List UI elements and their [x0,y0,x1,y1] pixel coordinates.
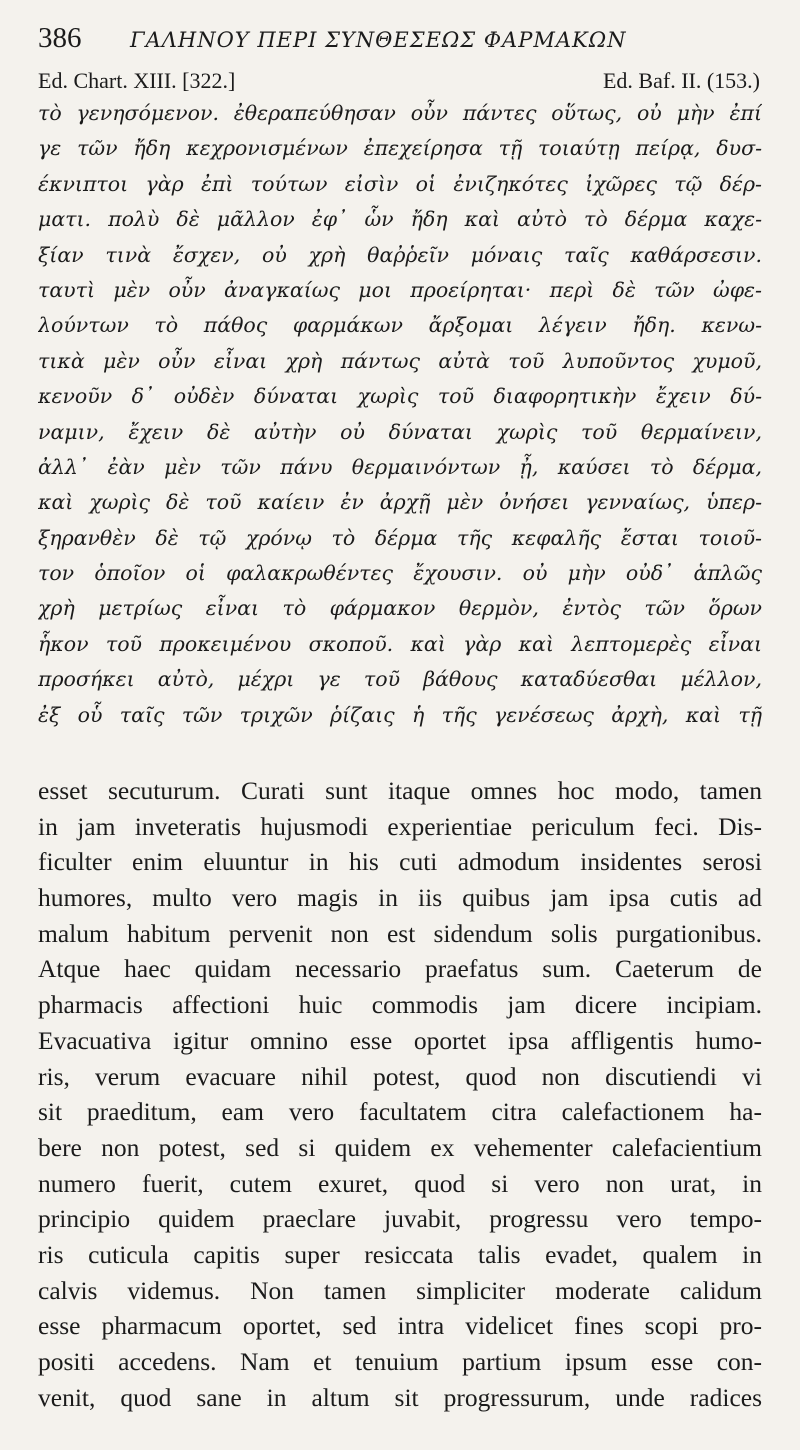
latin-line: humores, multo vero magis in iis quibus jam ipsa cutis ad [38,883,762,913]
latin-line: esset secuturum. Curati sunt itaque omnes hoc modo, tamen [38,776,762,806]
latin-line: calvis videmus. Non tamen simpliciter moderate calidum [38,1275,762,1305]
latin-line: malum habitum pervenit non est sidendum solis purgationibus. [38,918,762,948]
latin-line: Evacuativa igitur omnino esse oportet ipsa affligentis humo- [38,1025,762,1055]
greek-line: τικὰ μὲν οὖν εἶναι χρὴ πάντως αὐτὰ τοῦ λυποῦντος χυμοῦ, [38,348,762,373]
greek-line: ξίαν τινὰ ἔσχεν, οὐ χρὴ θαῤῥεῖν μόναις ταῖς καθάρσεσιν. [38,242,762,267]
greek-line: ναμιν, ἔχειν δὲ αὐτὴν οὐ δύναται χωρὶς τοῦ θερμαίνειν, [38,419,762,444]
greek-line: ἐξ οὗ ταῖς τῶν τριχῶν ῥίζαις ἡ τῆς γενέσεως ἀρχὴ, καὶ τῇ [38,702,762,727]
edition-reference-right: Ed. Baf. II. (153.) [602,68,760,93]
latin-line: sit praeditum, eam vero facultatem citra calefactionem ha- [38,1097,762,1127]
running-head [38,22,762,66]
latin-text-block [38,773,762,1415]
greek-line: λούντων τὸ πάθος φαρμάκων ἄρξομαι λέγειν ἤδη. κενω- [38,313,762,338]
show-through-gap [38,733,762,773]
latin-line: numero fuerit, cutem exuret, quod si vero non urat, in [38,1168,762,1198]
greek-line: κενοῦν δ᾽ οὐδὲν δύναται χωρὶς τοῦ διαφορητικὴν ἔχειν δύ- [38,384,762,409]
edition-reference-left: Ed. Chart. XIII. [322.] [38,68,236,93]
greek-line: προσήκει αὐτὸ, μέχρι γε τοῦ βάθους καταδύεσθαι μέλλον, [38,667,762,692]
edition-reference [38,66,760,96]
latin-line: venit, quod sane in altum sit progressurum, unde radices [38,1382,762,1412]
running-title: ΓΑΛΗΝΟΥ ΠΕΡΙ ΣΥΝΘΕΣΕΩΣ ΦΑΡΜΑΚΩΝ [130,28,627,52]
greek-line: ματι. πολὺ δὲ μᾶλλον ἐφ᾽ ὧν ἤδη καὶ αὐτὸ τὸ δέρμα καχε- [38,207,762,232]
latin-line: ris cuticula capitis super resiccata talis evadet, qualem in [38,1239,762,1269]
greek-line: ἀλλ᾽ ἐὰν μὲν τῶν πάνυ θερμαινόντων ᾖ, καύσει τὸ δέρμα, [38,454,762,479]
latin-line: ris, verum evacuare nihil potest, quod non discutiendi vi [38,1061,762,1091]
latin-line: ficulter enim eluuntur in his cuti admodum insidentes serosi [38,847,762,877]
latin-line: in jam inveteratis hujusmodi experientiae periculum feci. Dis- [38,811,762,841]
greek-line: καὶ χωρὶς δὲ τοῦ καίειν ἐν ἀρχῇ μὲν ὀνήσει γενναίως, ὑπερ- [38,490,762,515]
greek-line: χρὴ μετρίως εἶναι τὸ φάρμακον θερμὸν, ἐντὸς τῶν ὅρων [38,596,762,621]
greek-line: έκνιπτοι γὰρ ἐπὶ τούτων εἰσὶν οἱ ἐνιζηκότες ἰχῶρες τῷ δέρ- [38,171,762,196]
greek-line: ξηρανθὲν δὲ τῷ χρόνῳ τὸ δέρμα τῆς κεφαλῆς ἔσται τοιοῦ- [38,525,762,550]
greek-line: γε τῶν ἤδη κεχρονισμένων ἐπεχείρησα τῇ τοιαύτῃ πείρᾳ, δυσ- [38,136,762,161]
greek-line: τὸ γενησόμενον. ἐθεραπεύθησαν οὖν πάντες οὕτως, οὐ μὴν ἐπί [38,101,762,125]
page-number: 386 [38,22,82,54]
greek-line: τον ὁποῖον οἱ φαλακρωθέντες ἔχουσιν. οὐ μὴν οὐδ᾽ ἁπλῶς [38,561,762,586]
greek-line: ἧκον τοῦ προκειμένου σκοποῦ. καὶ γὰρ καὶ λεπτομερὲς εἶναι [38,631,762,656]
latin-line: esse pharmacum oportet, sed intra videlicet fines scopi pro- [38,1311,762,1341]
latin-line: positi accedens. Nam et tenuium partium ipsum esse con- [38,1347,762,1377]
greek-text-block [38,96,762,733]
latin-line: Atque haec quidam necessario praefatus sum. Caeterum de [38,954,762,984]
latin-line: principio quidem praeclare juvabit, progressu vero tempo- [38,1204,762,1234]
greek-line: ταυτὶ μὲν οὖν ἀναγκαίως μοι προείρηται· περὶ δὲ τῶν ὠφε- [38,277,762,302]
latin-line: pharmacis affectioni huic commodis jam dicere incipiam. [38,990,762,1020]
latin-line: bere non potest, sed si quidem ex vehementer calefacientium [38,1132,762,1162]
